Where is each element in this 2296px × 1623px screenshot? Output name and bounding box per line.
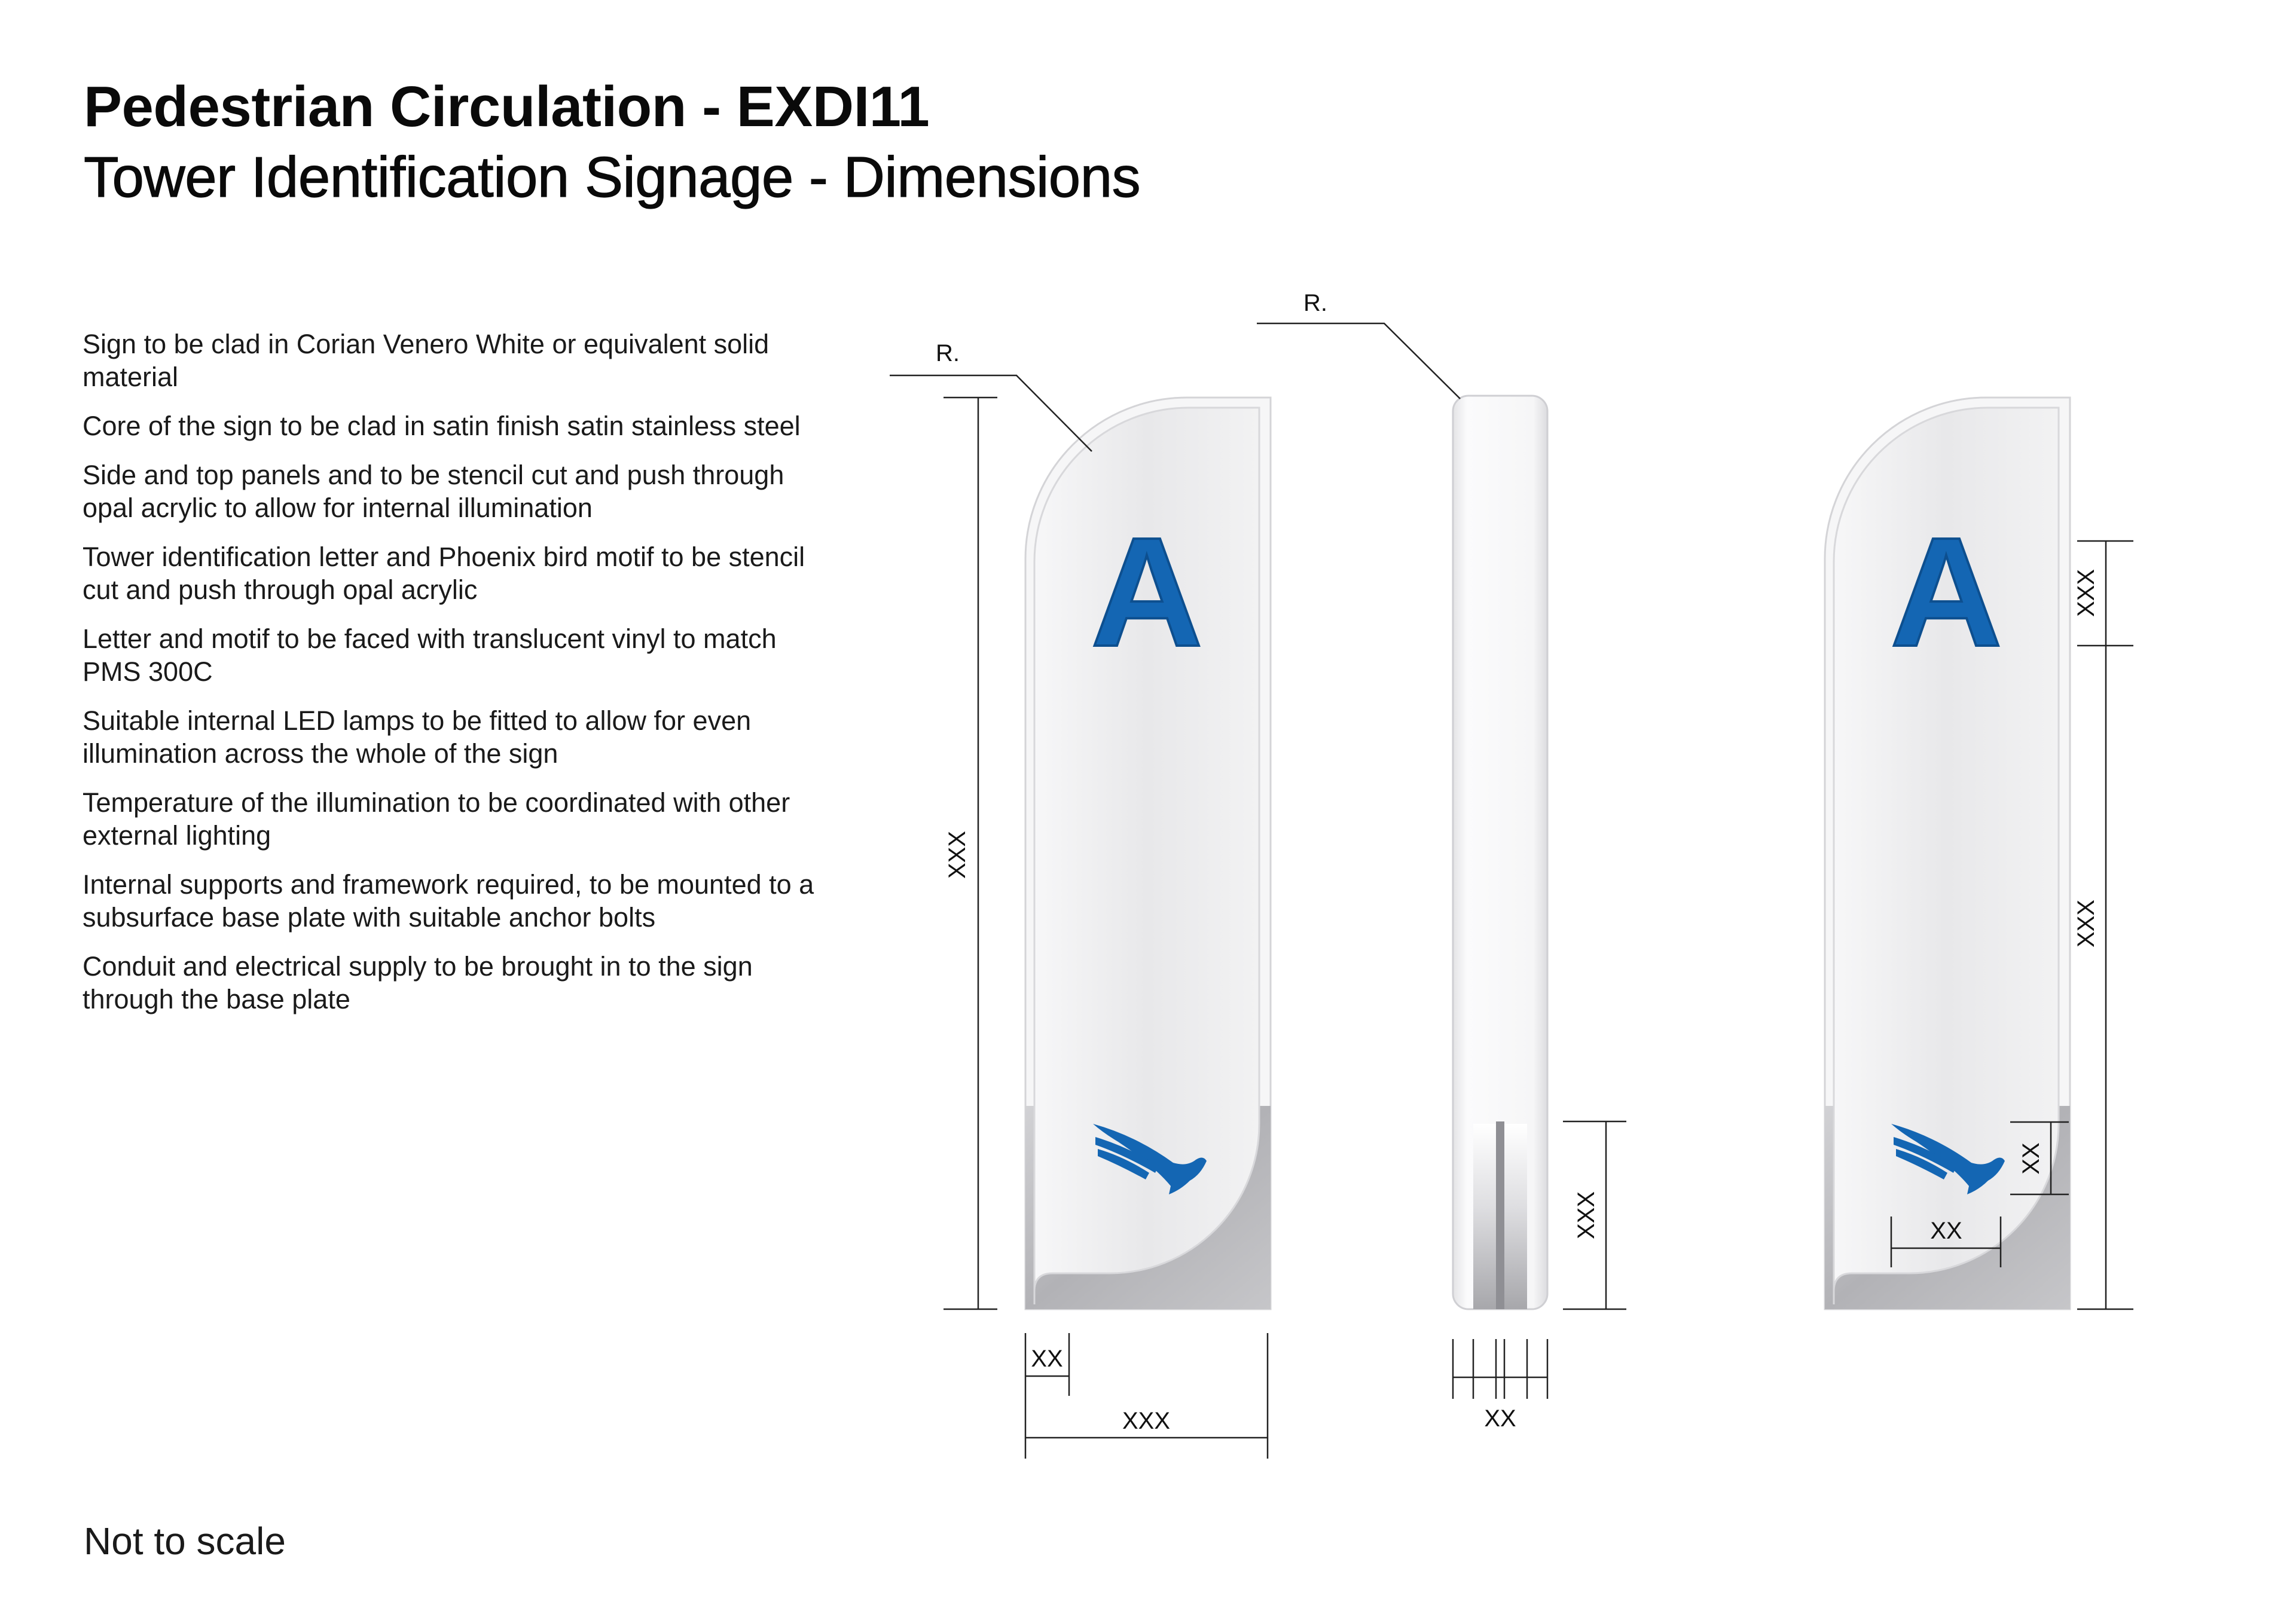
side-view bbox=[1257, 290, 1626, 1432]
back-lower-height-label: XXX bbox=[2073, 899, 2099, 948]
note-temperature: Temperature of the illumination to be coordinated with other external lighting bbox=[83, 787, 790, 851]
front-radius-leader bbox=[890, 375, 1092, 451]
front-radius-label: R. bbox=[936, 340, 960, 366]
side-radius-label: R. bbox=[1303, 290, 1327, 316]
title-line-1: Pedestrian Circulation - EXDI11 bbox=[84, 75, 930, 139]
front-width-label: XXX bbox=[1122, 1408, 1171, 1434]
side-depth-label: XX bbox=[1484, 1405, 1516, 1432]
title-line-2: Tower Identification Signage - Dimensions bbox=[84, 145, 1141, 209]
side-core-slot bbox=[1496, 1121, 1504, 1309]
front-edge-width-label: XX bbox=[1031, 1346, 1063, 1372]
not-to-scale-note: Not to scale bbox=[84, 1520, 286, 1563]
front-tower-letter: A bbox=[1091, 506, 1203, 679]
note-led-lamps: Suitable internal LED lamps to be fitted to allow for even illumination across the whole of the sign bbox=[83, 705, 752, 769]
back-tower-letter: A bbox=[1890, 506, 2002, 679]
front-height-label: XXX bbox=[944, 830, 970, 879]
note-letter-motif: Tower identification letter and Phoenix bird motif to be stencil cut and push through opal acrylic bbox=[83, 542, 805, 605]
back-motif-width-label: XX bbox=[1930, 1218, 1962, 1244]
note-panels: Side and top panels and to be stencil cut and push through opal acrylic to allow for internal illumination bbox=[83, 460, 784, 523]
note-cladding: Sign to be clad in Corian Venero White or equivalent solid material bbox=[83, 329, 770, 392]
note-conduit: Conduit and electrical supply to be brought in to the sign through the base plate bbox=[83, 951, 753, 1014]
side-core-height-label: XXX bbox=[1573, 1191, 1599, 1240]
back-letter-height-label: XXX bbox=[2073, 568, 2099, 618]
note-core: Core of the sign to be clad in satin finish satin stainless steel bbox=[83, 411, 801, 441]
note-vinyl: Letter and motif to be faced with translucent vinyl to match PMS 300C bbox=[83, 623, 777, 687]
side-radius-leader bbox=[1257, 323, 1460, 399]
note-supports: Internal supports and framework required, to be mounted to a subsurface base plate with suitable anchor bolts bbox=[83, 869, 814, 933]
back-view bbox=[1825, 398, 2133, 1309]
back-motif-height-label: XX bbox=[2018, 1142, 2044, 1175]
front-view bbox=[890, 340, 1271, 1459]
